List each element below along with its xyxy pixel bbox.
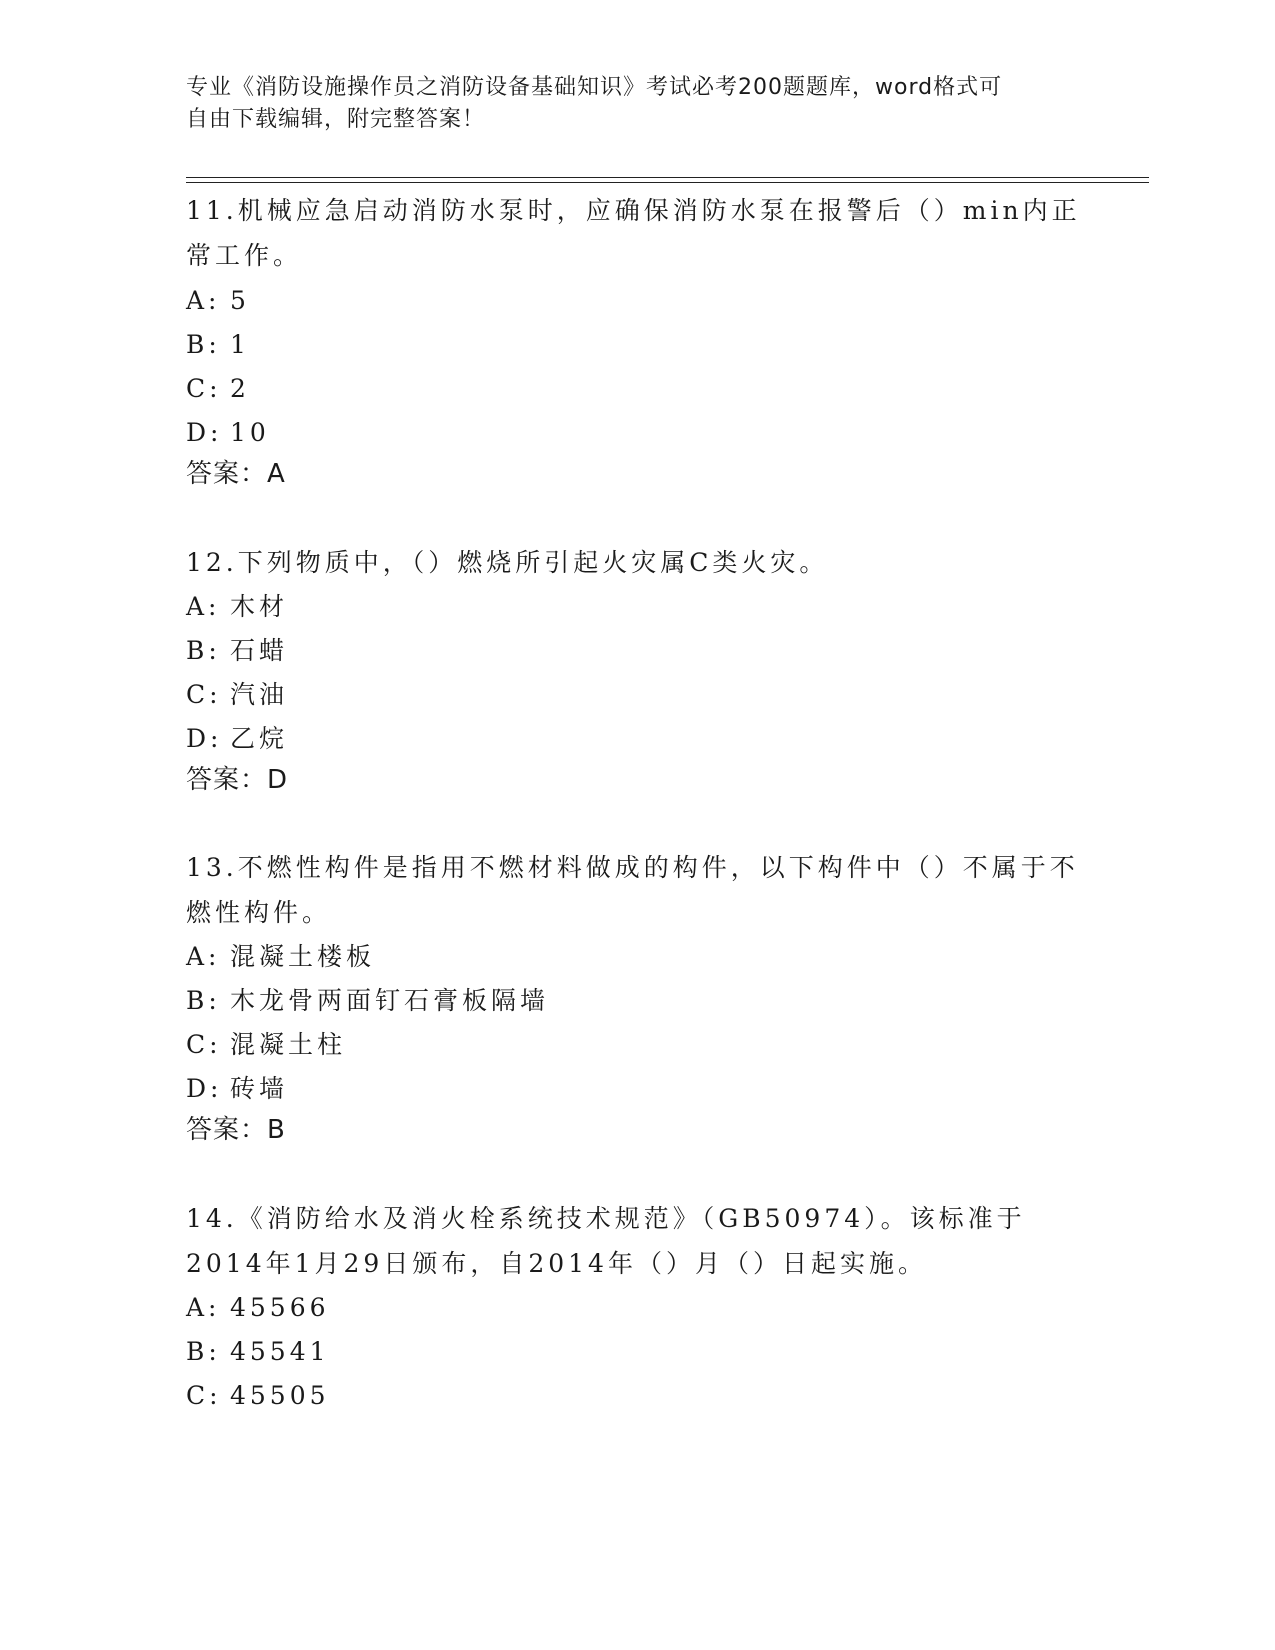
question-12-option-a: [186, 584, 288, 629]
option-letter: B:: [186, 1337, 221, 1366]
header-divider-bottom: [186, 182, 1149, 183]
option-letter: A:: [186, 592, 221, 621]
question-11-option-d: [186, 410, 270, 455]
question-13-option-d: [186, 1066, 288, 1111]
document-header: 专业《消防设施操作员之消防设备基础知识》考试必考200题题库，word格式可 自由下载编辑，附完整答案！: [186, 75, 1003, 132]
question-11-option-c: [186, 366, 250, 411]
option-text: 45541: [230, 1337, 330, 1366]
question-12-option-d: [186, 716, 288, 761]
option-text: 混凝土柱: [230, 1030, 347, 1059]
option-text: 45505: [230, 1381, 330, 1410]
question-14-option-a: [186, 1285, 330, 1330]
question-13-option-c: [186, 1022, 346, 1067]
question-11-option-a: [186, 278, 250, 323]
option-letter: A:: [186, 942, 221, 971]
option-letter: A:: [186, 1293, 221, 1322]
option-letter: C:: [186, 1381, 222, 1410]
header-divider-top: [186, 177, 1149, 178]
option-text: 1: [230, 330, 250, 359]
question-13-option-a: [186, 934, 375, 979]
question-12-title: 12.下列物质中，（）燃烧所引起火灾属C类火灾。: [186, 548, 829, 577]
question-13-answer: 答案：B: [186, 1115, 286, 1145]
option-text: 砖墙: [230, 1074, 289, 1103]
question-13-option-b: [186, 978, 549, 1023]
question-13-title: 13.不燃性构件是指用不燃材料做成的构件，以下构件中（）不属于不燃性构件。: [186, 853, 1079, 927]
option-text: 45566: [230, 1293, 330, 1322]
option-letter: D:: [186, 418, 223, 447]
option-letter: D:: [186, 724, 223, 753]
question-12-answer: 答案：D: [186, 765, 289, 795]
option-letter: B:: [186, 986, 221, 1015]
question-11-title: 11.机械应急启动消防水泵时，应确保消防水泵在报警后（）min内正常工作。: [186, 196, 1081, 270]
option-text: 乙烷: [230, 724, 289, 753]
option-letter: A:: [186, 286, 221, 315]
option-text: 混凝土楼板: [230, 942, 376, 971]
option-text: 石蜡: [230, 636, 289, 665]
option-text: 木材: [230, 592, 289, 621]
option-letter: C:: [186, 1030, 222, 1059]
question-11-answer: 答案：A: [186, 459, 286, 489]
question-11-option-b: [186, 322, 250, 367]
question-14-option-c: [186, 1373, 330, 1418]
option-letter: C:: [186, 680, 222, 709]
option-letter: C:: [186, 374, 222, 403]
question-14-option-b: [186, 1329, 330, 1374]
question-12-option-b: [186, 628, 288, 673]
option-letter: B:: [186, 330, 221, 359]
question-14-title: 14.《消防给水及消火栓系统技术规范》（GB50974）。该标准于2014年1月29日颁布，自2014年（）月（）日起实施。: [186, 1204, 1026, 1278]
question-12-option-c: [186, 672, 288, 717]
option-text: 10: [230, 418, 270, 447]
option-text: 木龙骨两面钉石膏板隔墙: [230, 986, 550, 1015]
option-letter: D:: [186, 1074, 223, 1103]
option-text: 2: [230, 374, 250, 403]
option-text: 5: [230, 286, 250, 315]
option-text: 汽油: [230, 680, 289, 709]
option-letter: B:: [186, 636, 221, 665]
